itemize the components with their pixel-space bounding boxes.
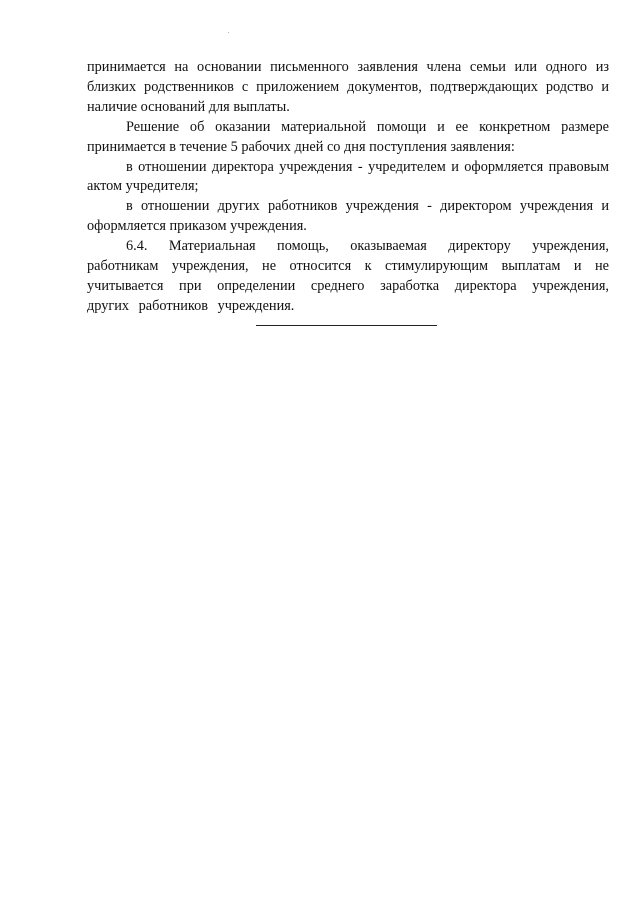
top-mark: . (228, 29, 230, 35)
end-divider (256, 325, 437, 326)
document-body (87, 58, 609, 317)
paragraph-director: в отношении директора учреждения - учредителем и оформляется правовым актом учредителя; (87, 158, 609, 195)
paragraph-decision: Решение об оказании материальной помощи и ее конкретном размере принимается в течение 5 рабочих дней со дня поступления заявления: (87, 118, 609, 155)
paragraph-6-4: 6.4. Материальная помощь, оказываемая директору учреждения, работникам учреждения, не относится к стимулирующим выплатам и не учитывается при определении среднего заработка директора учреждения, других работников учреждения. (87, 238, 609, 314)
paragraph-other-employees: в отношении других работников учреждения - директором учреждения и оформляется приказом учреждения. (87, 198, 609, 235)
paragraph-grounds: принимается на основании письменного заявления члена семьи или одного из близких родственников с приложением документов, подтверждающих родство и наличие оснований для выплаты. (87, 59, 609, 115)
